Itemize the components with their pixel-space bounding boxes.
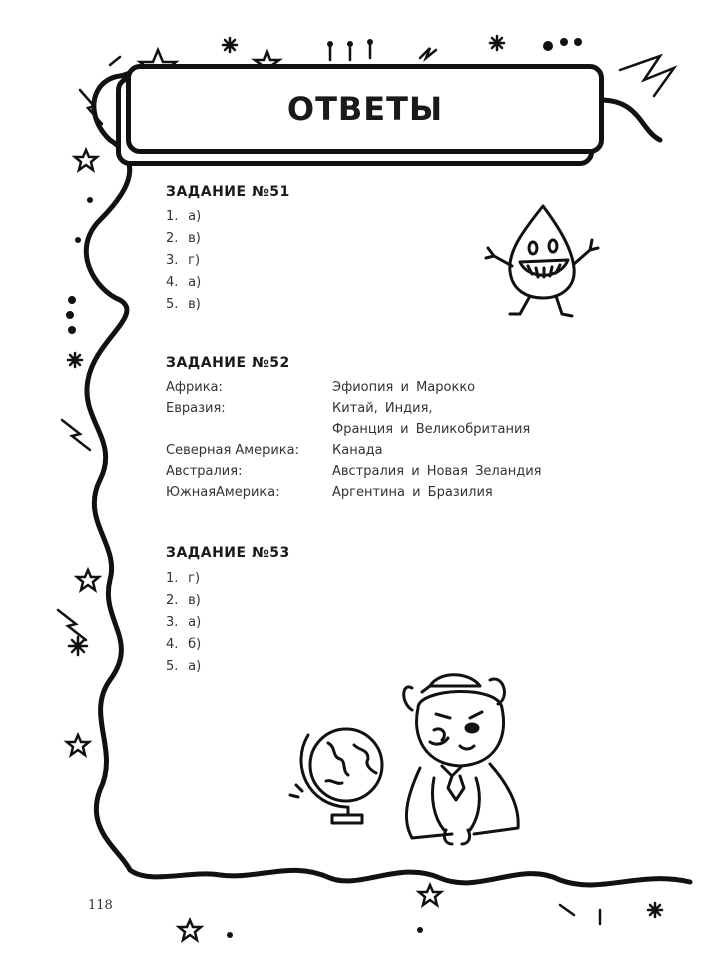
answer-item: 1. а): [166, 209, 202, 224]
countries: Австралия и Новая Зеландия: [332, 464, 542, 479]
answer-item: 2. в): [166, 231, 201, 246]
table-row: [166, 398, 592, 419]
task-52-title: ЗАДАНИЕ №52: [166, 355, 290, 371]
continent-name: Африка:: [166, 380, 223, 395]
continent-name: [166, 419, 332, 440]
answer-item: 1. г): [166, 571, 201, 586]
countries: Канада: [332, 443, 383, 458]
task-53-answers: [166, 568, 201, 678]
dog-detective-illustration: [390, 668, 540, 853]
continents-table: [166, 377, 592, 503]
countries: Китай, Индия,: [332, 401, 433, 416]
answer-item: 5. а): [166, 659, 202, 674]
task-51-answers: [166, 206, 201, 316]
page-number: 118: [88, 898, 113, 913]
countries: Франция и Великобритания: [332, 422, 531, 437]
task-51-title: ЗАДАНИЕ №51: [166, 184, 290, 200]
answer-item: 4. б): [166, 637, 202, 652]
table-row: [166, 461, 592, 482]
title-box: [126, 64, 604, 154]
globe-illustration: [278, 715, 398, 830]
answer-item: 2. в): [166, 593, 201, 608]
countries: Аргентина и Бразилия: [332, 485, 493, 500]
task-53-title: ЗАДАНИЕ №53: [166, 545, 290, 561]
table-row: [166, 440, 592, 461]
page-title: ОТВЕТЫ: [286, 90, 444, 128]
answer-item: 5. в): [166, 297, 201, 312]
table-row: [166, 419, 592, 440]
continent-name: Северная Америка:: [166, 443, 300, 458]
continent-name: ЮжнаяАмерика:: [166, 485, 280, 500]
drop-character-illustration: [478, 196, 608, 326]
answer-item: 3. а): [166, 615, 202, 630]
countries: Эфиопия и Марокко: [332, 380, 476, 395]
table-row: [166, 377, 592, 398]
table-row: [166, 482, 592, 503]
continent-name: Австралия:: [166, 464, 243, 479]
continent-name: Евразия:: [166, 401, 226, 416]
answer-item: 4. а): [166, 275, 202, 290]
answer-item: 3. г): [166, 253, 201, 268]
